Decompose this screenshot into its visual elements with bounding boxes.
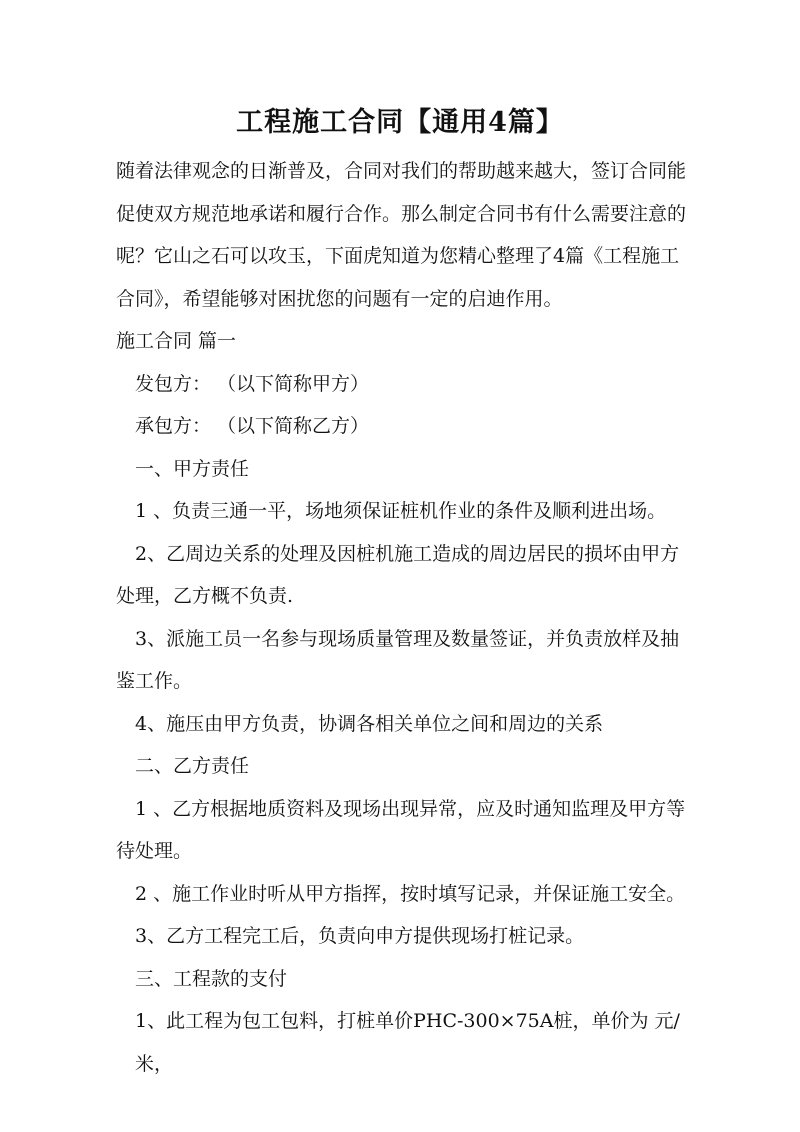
party-b-line: 承包方： （以下简称乙方） [135, 415, 370, 437]
payment-clause-1: 1、此工程为包工包料，打桩单价PHC-300×75A桩，单价为 元/米， [135, 1010, 680, 1075]
party-a-clause-1: 1 、负责三通一平，场地须保证桩机作业的条件及顺利进出场。 [135, 500, 667, 522]
party-a-clause-2: 2、乙周边关系的处理及因桩机施工造成的周边居民的损坏由甲方处理，乙方概不负责. [116, 542, 680, 607]
party-b-clause-3: 3、乙方工程完工后，负责向申方提供现场打桩记录。 [135, 925, 585, 947]
document-title: 工程施工合同【通用4篇】 [236, 107, 564, 138]
heading-party-b-duties: 二、乙方责任 [135, 755, 250, 777]
party-a-line: 发包方： （以下简称甲方） [135, 372, 370, 395]
intro-paragraph: 随着法律观念的日渐普及，合同对我们的帮助越来越大，签订合同能促使双方规范地承诺和履行合作。那么制定合同书有什么需要注意的呢？它山之石可以攻玉，下面虎知道为您精心整理了4篇《工程施工合同》，希望能够对困扰您的问题有一定的启迪作用。 [116, 160, 687, 310]
heading-payment: 三、工程款的支付 [135, 967, 288, 990]
party-a-clause-4: 4、施压由甲方负责，协调各相关单位之间和周边的关系 [135, 712, 604, 735]
document-body [116, 150, 686, 1085]
party-b-clause-2: 2 、施工作业时听从甲方指挥，按时填写记录，并保证施工安全。 [135, 882, 686, 905]
section-title: 施工合同 篇一 [116, 330, 237, 352]
party-a-clause-3: 3、派施工员一名参与现场质量管理及数量签证，并负责放样及抽鉴工作。 [116, 627, 680, 692]
party-b-clause-1: 1 、乙方根据地质资料及现场出现异常，应及时通知监理及甲方等待处理。 [116, 797, 686, 862]
heading-party-a-duties: 一、甲方责任 [135, 457, 250, 480]
